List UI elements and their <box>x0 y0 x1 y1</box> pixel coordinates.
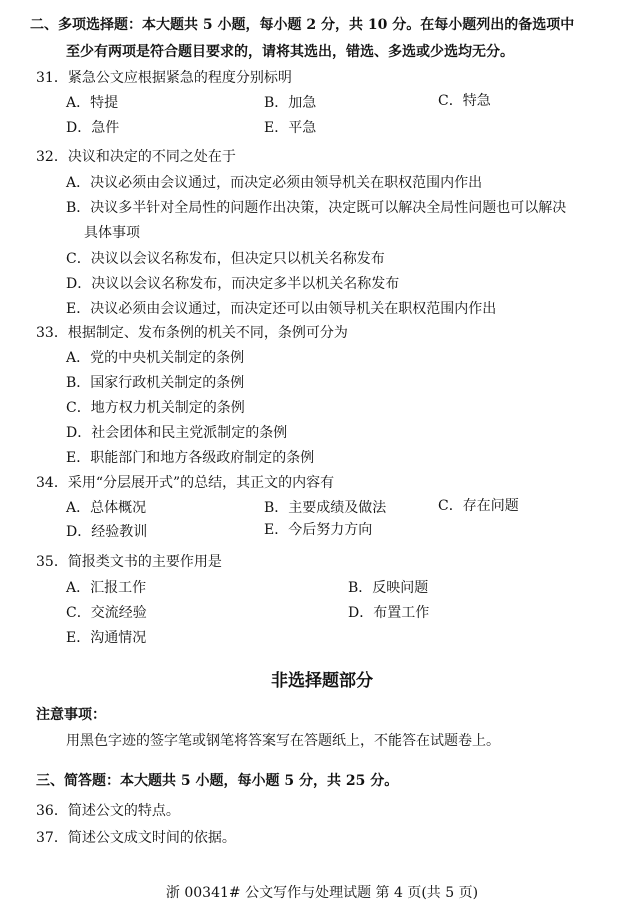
q32-option-d: D．决议以会议名称发布，而决定多半以机关名称发布 <box>66 276 400 292</box>
section-heading-multiple-choice-cont: 至少有两项是符合题目要求的，请将其选出，错选、多选或少选均无分。 <box>66 44 514 60</box>
notice-text: 用黑色字迹的签字笔或钢笔将答案写在答题纸上，不能答在试题卷上。 <box>66 733 500 749</box>
q35-option-e: E．沟通情况 <box>66 630 147 646</box>
q32-option-b: B．决议多半针对全局性的问题作出决策，决定既可以解决全局性问题也可以解决 <box>66 200 567 216</box>
q34-option-b: B．主要成绩及做法 <box>264 500 387 516</box>
section-heading-short-answer: 三、简答题：本大题共 5 小题，每小题 5 分，共 25 分。 <box>36 773 399 789</box>
section-heading-multiple-choice: 二、多项选择题：本大题共 5 小题，每小题 2 分，共 10 分。在每小题列出的备选项中 <box>30 17 575 33</box>
question-35-stem: 35．简报类文书的主要作用是 <box>36 554 222 570</box>
q31-option-d: D．急件 <box>66 120 120 136</box>
q34-option-a: A．总体概况 <box>66 500 147 516</box>
q33-option-e: E．职能部门和地方各级政府制定的条例 <box>66 450 315 466</box>
q34-option-e: E．今后努力方向 <box>264 522 373 538</box>
q35-option-d: D．布置工作 <box>348 605 430 621</box>
question-37: 37．简述公文成文时间的依据。 <box>36 830 236 846</box>
part-title-non-choice: 非选择题部分 <box>271 671 373 691</box>
q31-option-c: C．特急 <box>438 93 491 109</box>
question-31-stem: 31．紧急公文应根据紧急的程度分别标明 <box>36 70 292 86</box>
q33-option-c: C．地方权力机关制定的条例 <box>66 400 245 416</box>
q33-option-d: D．社会团体和民主党派制定的条例 <box>66 425 288 441</box>
question-34-stem: 34．采用“分层展开式”的总结，其正文的内容有 <box>36 475 335 491</box>
question-36: 36．简述公文的特点。 <box>36 803 180 819</box>
q32-option-e: E．决议必须由会议通过，而决定还可以由领导机关在职权范围内作出 <box>66 301 497 317</box>
q31-option-b: B．加急 <box>264 95 317 111</box>
q32-option-b-cont: 具体事项 <box>84 225 140 241</box>
question-32-stem: 32．决议和决定的不同之处在于 <box>36 149 236 165</box>
q35-option-b: B．反映问题 <box>348 580 429 596</box>
q33-option-b: B．国家行政机关制定的条例 <box>66 375 245 391</box>
page-footer: 浙 00341# 公文写作与处理试题 第 4 页(共 5 页) <box>165 885 479 901</box>
notice-label: 注意事项： <box>36 707 106 723</box>
q32-option-a: A．决议必须由会议通过，而决定必须由领导机关在职权范围内作出 <box>66 175 483 191</box>
q31-option-a: A．特提 <box>66 95 119 111</box>
q31-option-e: E．平急 <box>264 120 317 136</box>
q35-option-a: A．汇报工作 <box>66 580 147 596</box>
q34-option-d: D．经验教训 <box>66 524 148 540</box>
q32-option-c: C．决议以会议名称发布，但决定只以机关名称发布 <box>66 251 385 267</box>
question-33-stem: 33．根据制定、发布条例的机关不同，条例可分为 <box>36 325 348 341</box>
q35-option-c: C．交流经验 <box>66 605 147 621</box>
q34-option-c: C．存在问题 <box>438 498 519 514</box>
q33-option-a: A．党的中央机关制定的条例 <box>66 350 245 366</box>
